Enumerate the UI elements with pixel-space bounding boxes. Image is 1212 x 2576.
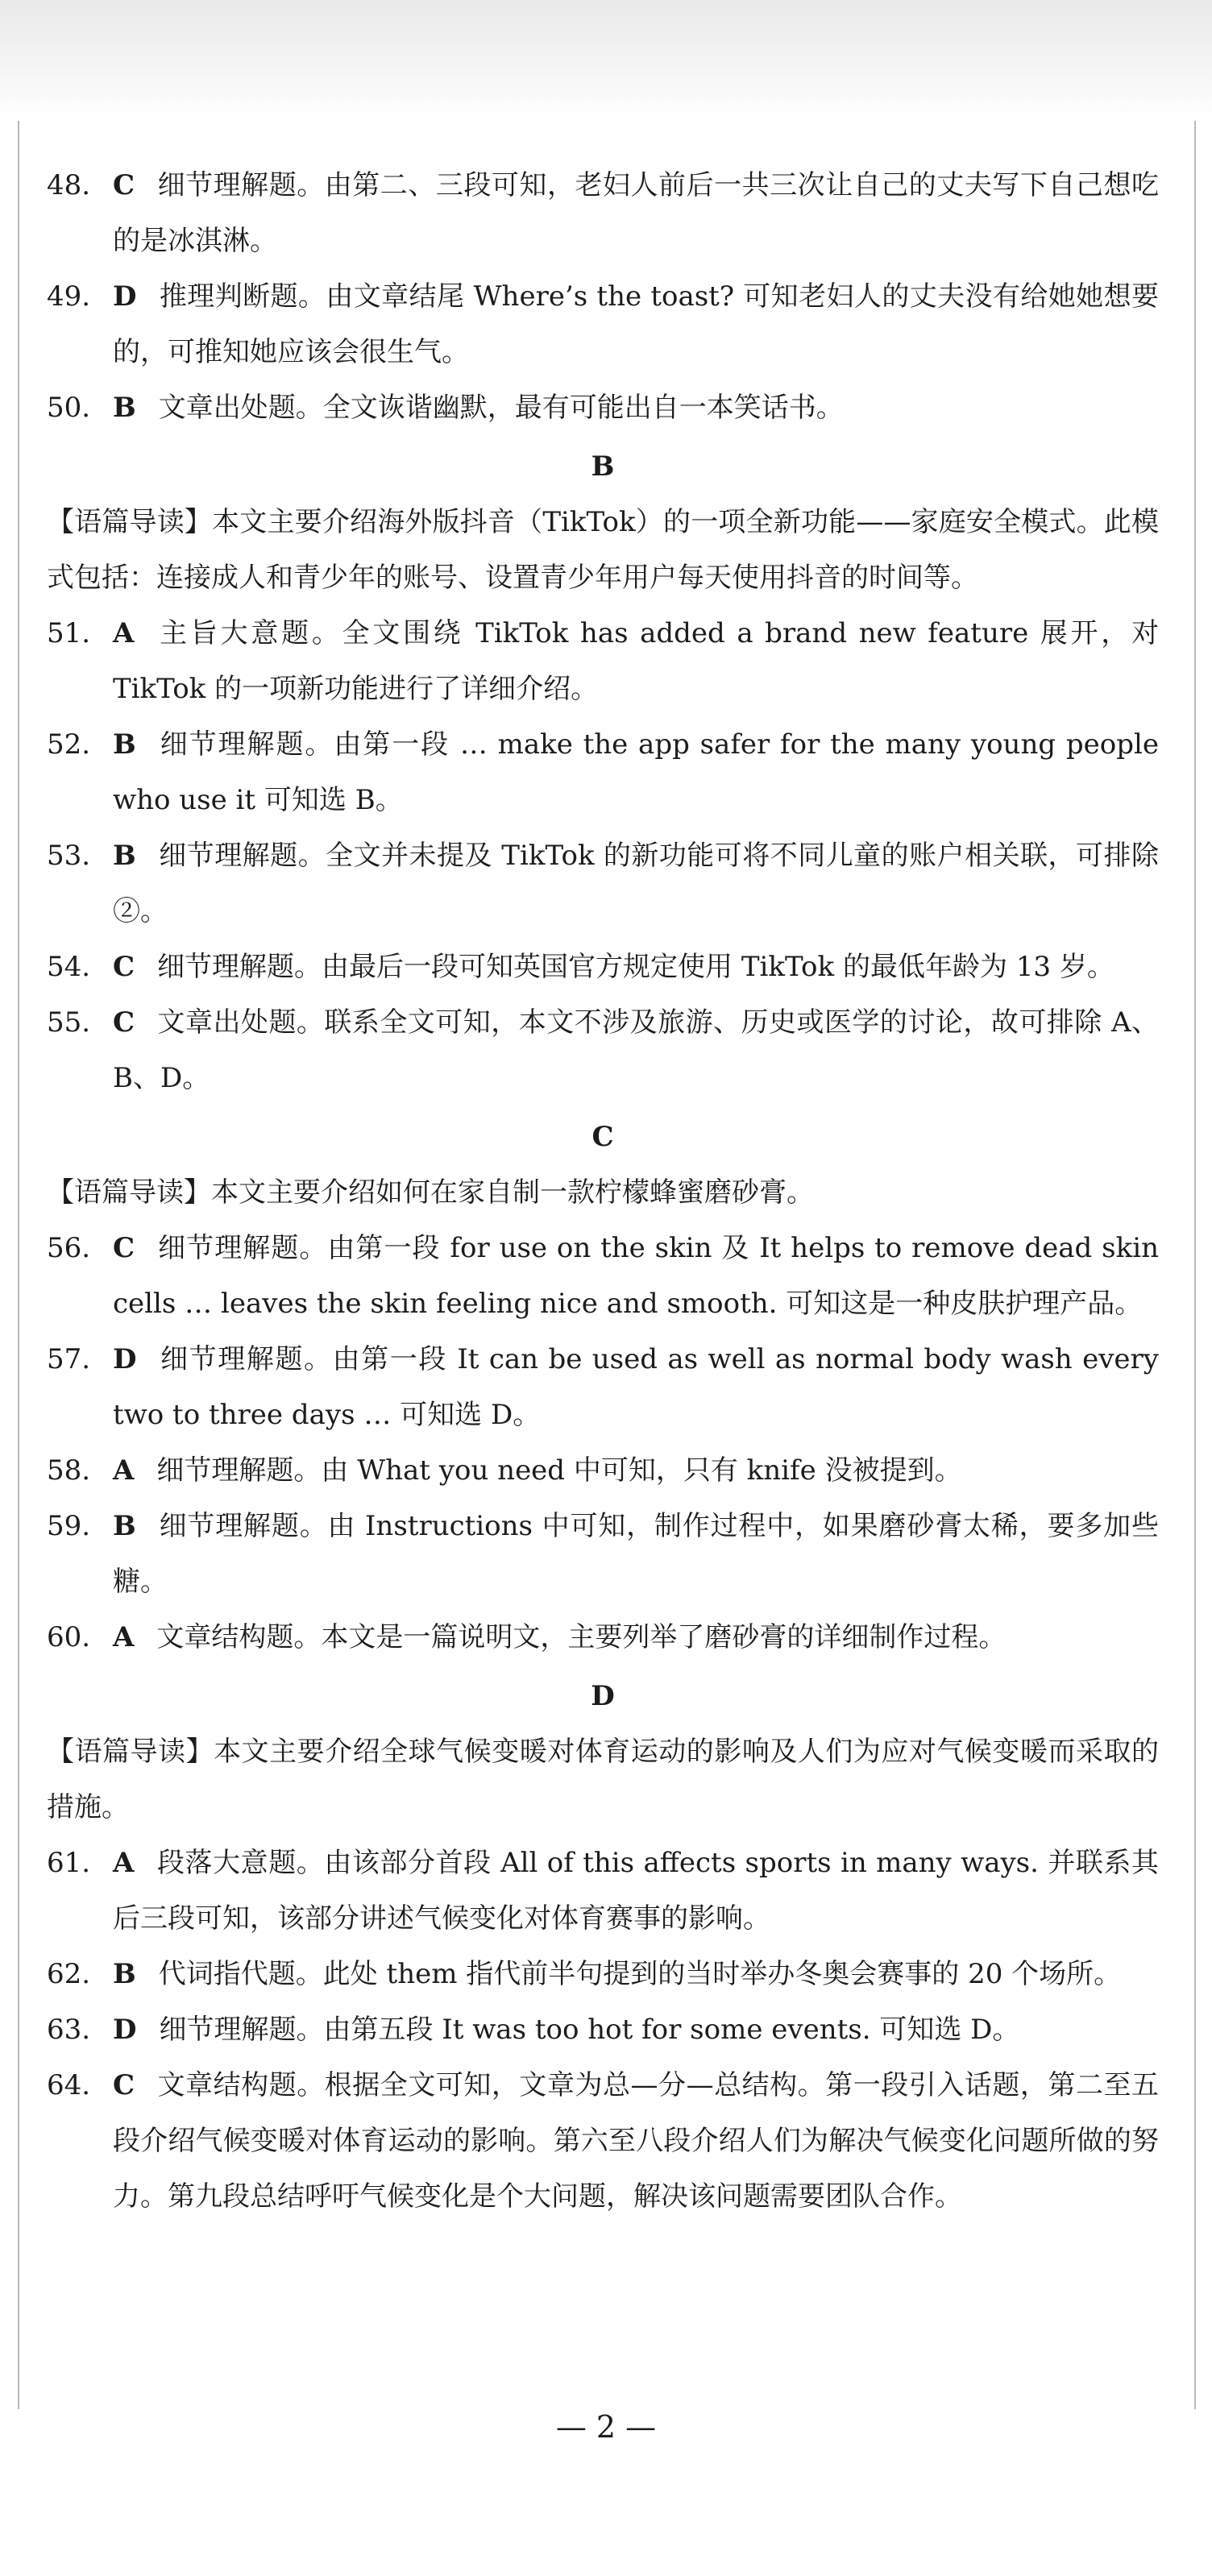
explanation-text: 文章出处题。全文诙谐幽默，最有可能出自一本笑话书。 <box>158 392 844 424</box>
reading-guide-label: 【语篇导读】 <box>47 1736 214 1768</box>
question-number: 61. <box>47 1847 91 1879</box>
question-number: 51. <box>47 617 91 649</box>
answer-item <box>47 380 1159 436</box>
explanation-text: 文章结构题。根据全文可知，文章为总—分—总结构。第一段引入话题，第二至五段介绍气候变暖对体育运动的影响。第六至八段介绍人们为解决气候变化问题所做的努力。第九段总结呼吁气候变化是个大问题，解决该问题需要团队合作。 <box>113 2069 1159 2213</box>
question-number: 49. <box>47 280 91 313</box>
page-number: — 2 — <box>555 2409 657 2445</box>
answer-letter: C <box>113 169 135 201</box>
answer-item <box>47 1836 1159 1947</box>
explanation-text: 细节理解题。由 What you need 中可知，只有 knife 没被提到。 <box>156 1454 962 1487</box>
answer-item <box>47 2002 1159 2058</box>
question-number: 63. <box>47 2014 91 2046</box>
answer-item <box>47 158 1159 269</box>
explanation-text: 细节理解题。由第一段 … make the app safer for the many young people who use it 可知选 B。 <box>113 728 1159 816</box>
right-margin-rule <box>1194 121 1196 2409</box>
answer-item <box>47 269 1159 380</box>
explanation-text: 主旨大意题。全文围绕 TikTok has added a brand new feature 展开，对 TikTok 的一项新功能进行了详细介绍。 <box>113 617 1159 705</box>
explanation-text: 细节理解题。由第五段 It was too hot for some events. 可知选 D。 <box>159 2014 1020 2046</box>
explanation-text: 细节理解题。由 Instructions 中可知，制作过程中，如果磨砂膏太稀，要多加些糖。 <box>113 1510 1159 1598</box>
reading-guide-label: 【语篇导读】 <box>47 506 213 538</box>
section-heading: B <box>591 450 615 483</box>
question-number: 55. <box>47 1006 91 1039</box>
answer-letter: C <box>113 2069 135 2101</box>
explanation-text: 文章出处题。联系全文可知，本文不涉及旅游、历史或医学的讨论，故可排除 A、B、D。 <box>113 1006 1159 1094</box>
scan-header-shade <box>0 0 1212 121</box>
answer-letter: A <box>113 1621 135 1653</box>
section-heading: D <box>591 1680 615 1712</box>
answer-letter: D <box>113 2014 137 2046</box>
answer-item <box>47 717 1159 828</box>
question-number: 59. <box>47 1510 91 1542</box>
question-number: 52. <box>47 728 91 761</box>
reading-guide-text: 本文主要介绍海外版抖音（TikTok）的一项全新功能——家庭安全模式。此模式包括：连接成人和青少年的账号、设置青少年用户每天使用抖音的时间等。 <box>47 506 1159 594</box>
question-number: 62. <box>47 1958 91 1990</box>
left-margin-rule <box>18 121 19 2409</box>
answer-letter: C <box>113 951 135 983</box>
question-number: 54. <box>47 951 91 983</box>
question-number: 64. <box>47 2069 91 2101</box>
explanation-text: 细节理解题。全文并未提及 TikTok 的新功能可将不同儿童的账户相关联，可排除②。 <box>113 840 1159 927</box>
answer-letter: A <box>113 617 135 649</box>
question-number: 53. <box>47 840 91 872</box>
explanation-text: 文章结构题。本文是一篇说明文，主要列举了磨砂膏的详细制作过程。 <box>156 1621 1007 1653</box>
answer-item <box>47 1332 1159 1443</box>
question-number: 50. <box>47 392 91 424</box>
reading-guide-text: 本文主要介绍如何在家自制一款柠檬蜂蜜磨砂膏。 <box>211 1176 814 1209</box>
answer-item <box>47 2058 1159 2225</box>
section-heading: C <box>591 1121 614 1153</box>
explanation-text: 代词指代题。此处 them 指代前半句提到的当时举办冬奥会赛事的 20 个场所。 <box>158 1958 1122 1990</box>
answer-letter: B <box>113 840 136 872</box>
answer-item <box>47 1221 1159 1332</box>
answer-letter: B <box>113 728 136 761</box>
reading-guide-text: 本文主要介绍全球气候变暖对体育运动的影响及人们为应对气候变暖而采取的措施。 <box>47 1736 1159 1823</box>
question-number: 58. <box>47 1454 91 1487</box>
answer-key-content <box>47 158 1159 2225</box>
answer-item <box>47 1947 1159 2002</box>
answer-letter: A <box>113 1454 135 1487</box>
explanation-text: 细节理解题。由最后一段可知英国官方规定使用 TikTok 的最低年龄为 13 岁。 <box>157 951 1114 983</box>
answer-letter: B <box>113 1510 136 1542</box>
answer-letter: C <box>113 1232 135 1264</box>
answer-item <box>47 995 1159 1106</box>
reading-guide <box>47 495 1159 606</box>
question-number: 56. <box>47 1232 91 1264</box>
explanation-text: 细节理解题。由第二、三段可知，老妇人前后一共三次让自己的丈夫写下自己想吃的是冰淇淋。 <box>113 169 1159 257</box>
answer-letter: C <box>113 1006 135 1039</box>
reading-guide <box>47 1165 1159 1221</box>
answer-letter: B <box>113 392 136 424</box>
question-number: 48. <box>47 169 91 201</box>
answer-item <box>47 1610 1159 1665</box>
answer-item <box>47 940 1159 995</box>
question-number: 57. <box>47 1343 91 1375</box>
explanation-text: 推理判断题。由文章结尾 Where’s the toast? 可知老妇人的丈夫没有给她她想要的，可推知她应该会很生气。 <box>113 280 1159 368</box>
answer-item <box>47 1499 1159 1610</box>
answer-letter: B <box>113 1958 136 1990</box>
reading-guide-label: 【语篇导读】 <box>47 1176 211 1209</box>
explanation-text: 细节理解题。由第一段 It can be used as well as normal body wash every two to three days … 可知选 D。 <box>113 1343 1159 1431</box>
explanation-text: 段落大意题。由该部分首段 All of this affects sports in many ways. 并联系其后三段可知，该部分讲述气候变化对体育赛事的影响。 <box>113 1847 1159 1935</box>
answer-letter: A <box>113 1847 135 1879</box>
explanation-text: 细节理解题。由第一段 for use on the skin 及 It helps to remove dead skin cells … leaves the skin feeling nice and smooth. 可知这是一种皮肤护理产品。 <box>113 1232 1159 1320</box>
answer-letter: D <box>113 280 137 313</box>
answer-item <box>47 828 1159 940</box>
answer-letter: D <box>113 1343 137 1375</box>
answer-item <box>47 606 1159 717</box>
question-number: 60. <box>47 1621 91 1653</box>
reading-guide <box>47 1724 1159 1836</box>
answer-item <box>47 1443 1159 1499</box>
